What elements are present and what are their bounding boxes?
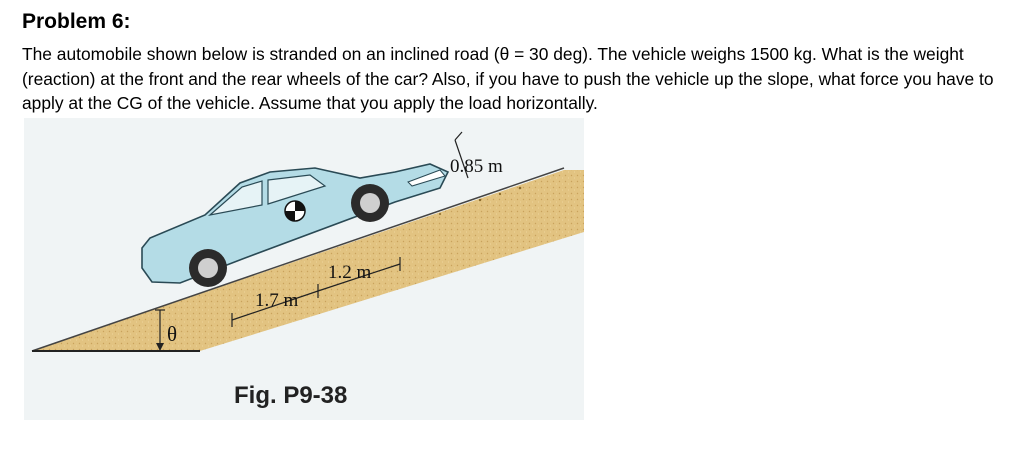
dimension-cg-to-front: 1.2 m xyxy=(328,262,372,283)
rear-wheel xyxy=(189,249,227,287)
problem-title: Problem 6: xyxy=(22,10,131,33)
front-wheel xyxy=(351,184,389,222)
problem-statement: The automobile shown below is stranded on an inclined road (θ = 30 deg). The vehicle weighs 1500 kg. What is the weight (reaction) at the front and the rear wheels of the car? Also, if you have to push the vehicle up the slope, what force you have to apply at the CG of the vehicle. Assume that you apply the load horizontally. xyxy=(22,44,994,113)
figure-caption: Fig. P9-38 xyxy=(234,382,348,409)
dimension-cg-height: 0.85 m xyxy=(450,156,503,177)
dimension-rear-to-cg: 1.7 m xyxy=(255,290,299,311)
center-of-gravity-symbol xyxy=(285,201,305,221)
angle-label: θ xyxy=(167,322,178,346)
